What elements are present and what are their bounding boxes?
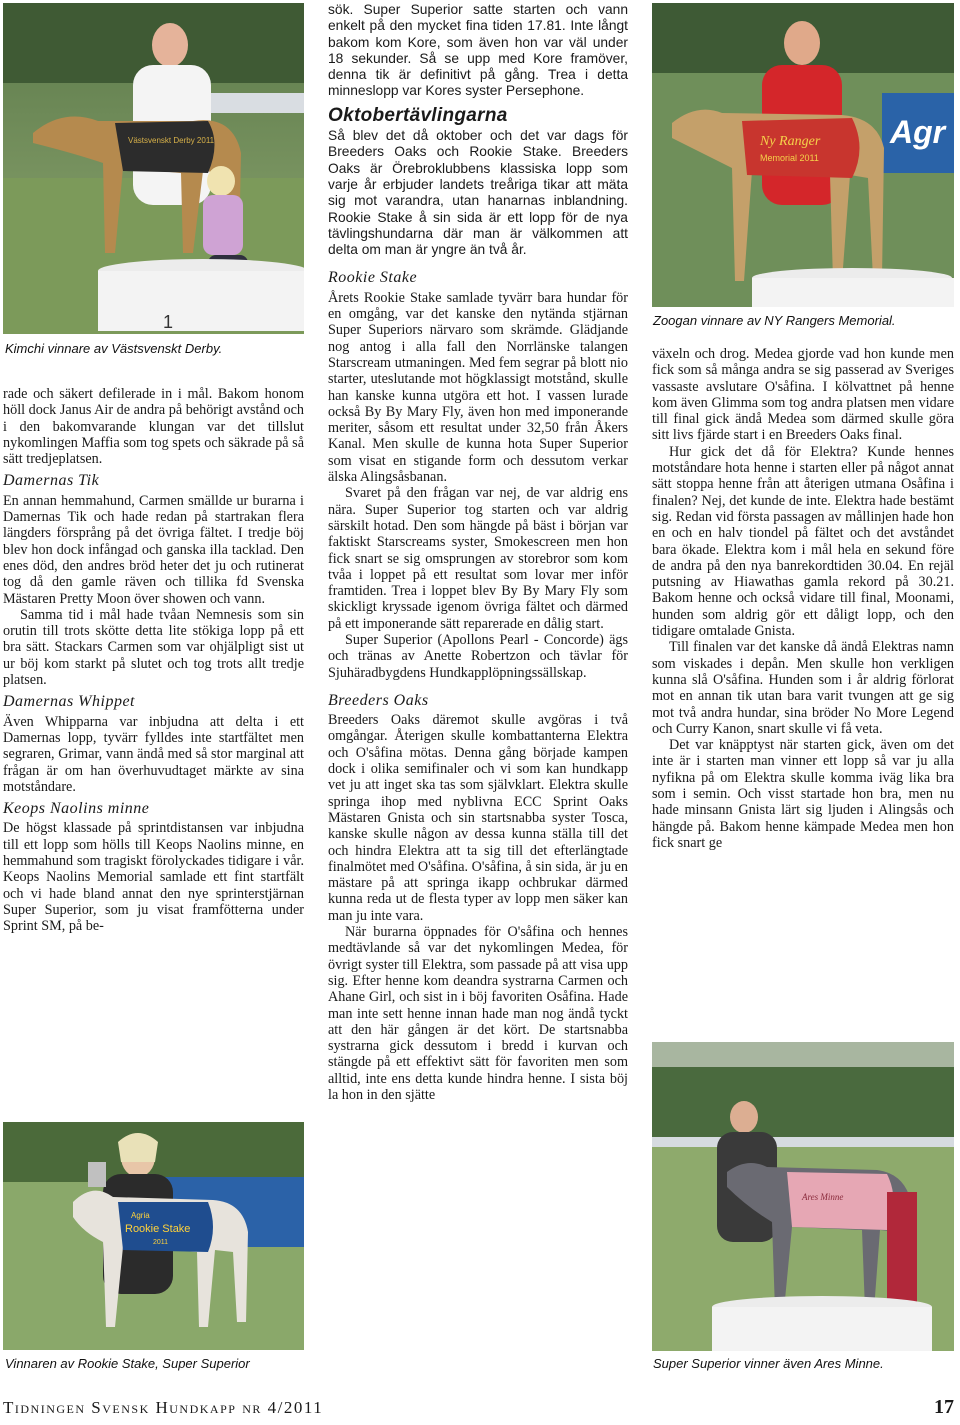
paragraph: De högst klassade på sprintdistansen var inbjudna till ett lopp som hölls till Keops Naolins minne, en hemmahund som tragiskt förolyckades tidigare i vår. Keops Naolins Memorial samlade ett fint startfält och vi hade bland annat den nye sprinterstjärnan Super Superior, som ju visat framfötterna under Sprint SM, på be- — [3, 820, 304, 935]
heading-oktobertavlingarna: Oktobertävlingarna — [328, 104, 508, 126]
rookie-caption: Vinnaren av Rookie Stake, Super Superior — [5, 1356, 250, 1371]
paragraph: Så blev det då oktober och det var dags för Breeders Oaks och Rookie Stake. Breeders Oaks är Örebroklubbens klassiska lopp som varje år erbjuder landets treåriga tikar att mäta sig mot varandra, utan hanarnas inblandning. Rookie Stake å sin sida är ett lopp för de nya tävlingshundarna där man är välkommen att delta om man är yngre än två år. — [328, 128, 628, 258]
zoogan-coat-text-2: Memorial 2011 — [760, 153, 819, 163]
rookie-stake-photo — [3, 1122, 304, 1350]
zoogan-coat-text-1: Ny Ranger — [760, 134, 821, 149]
paragraph: Hur gick det då för Elektra? Kunde hennes motståndare hota henne i starten eller på något annat sätt stoppa henne från att återigen utmana Osåfina i finalen? Nej, det kunde de inte. Elektra hade bestämt sig. Redan vid första passagen av mållinjen hade hon en och en halv tiondel på fältet och det avståndet bara ökade. Elektra kom i mål hela en sekund före de andra på den nya banrekordtiden 30.04. En rejäl putsning av Hiawathas gamla rekord på 30.21. Bakom henne och också vidare till final, Moonami, hunden som aldrig gör ett dåligt lopp, och den tidigare omtalade Gnista. — [652, 443, 954, 640]
paragraph: En annan hemmahund, Carmen smällde ur burarna i Damernas Tik och hade redan på startrakan flera längders försprång på det övriga fältet. I tredje böj blev hon dock infångad och ganska illa tacklad. Den enes död, den andres bröd heter det ju och rutinerat tog då den gamle räven och tillika fd Svenska Mästaren Pretty Moon över showen och vann. — [3, 492, 304, 607]
ares-coat-text: Ares Minne — [802, 1192, 844, 1202]
zoogan-banner-text: Agr — [890, 114, 946, 150]
heading-rookie-stake: Rookie Stake — [328, 269, 418, 287]
rookie-coat-text-3: 2011 — [153, 1239, 169, 1246]
paragraph: rade och säkert defilerade in i mål. Bakom honom höll dock Janus Air de andra på behörigt avstånd och i den bakomvarande klungan var det tillslut nykomlingen Maffia som tog spets och säkrade på så sätt tredjeplatsen. — [3, 386, 304, 468]
col2-body — [328, 2, 628, 1103]
paragraph: Svaret på den frågan var nej, de var aldrig ens nära. Super Superior tog starten och var aldrig särskilt hotad. Den som hängde på bäst i början var faktiskt Starscreams syster, Smokescreen men hon fick snart se sig omsprungen av storebror som kom tvåa i loppet på ett resultat som lovar mer inför framtiden. Trea i loppet blev By By Mary Fly som skickligt kryssade igenom övriga fältet och därmed på ett imponerande sätt reparerade en dålig start. — [328, 485, 628, 632]
rookie-coat-text-1: Agria — [131, 1211, 150, 1220]
paragraph: När burarna öppnades för O'såfina och hennes medtävlande så var det nykomlingen Medea, för övrigt syster till Elektra, som passade på att visa upp sig. Efter henne kom deandra systrarna Carmen och Ahane Girl, och sist in i böj favoriten Osåfina. Hade man inte sett henne innan hade man nog ändå tyckt att den här gången är det kört. De startsnabba systrarna gick dessutom i bredd i kurvan och stängde på ett effektivt sätt för favoriten men som alltid, inte ens detta kunde hindra henne. I sista böj la hon in den sjätte — [328, 924, 628, 1103]
paragraph: Super Superior (Apollons Pearl - Concorde) ägs och tränas av Anette Robertzon och tävlar för Sjuhäradbygdens Hundkapplöpningssällskap. — [328, 631, 628, 681]
paragraph: Årets Rookie Stake samlade tyvärr bara hundar för en omgång, var det kanske den nytända stjärnan Super Superiors närvaro som skrämde. Glädjande nog antog i alla fall den Norrlänske talangen Starscream utmaningen. Med fem segrar på blott nio starter, uteslutande mot högklassigt motstånd, skulle han kanske kunna utgöra ett hot. I vassen lurade också By By Mary Fly, även hon med imponerande meriter, såsom ett resultat under 32,50 från Åkers Kanal. Men skulle de kunna hota Super Superior som visat en stigande form och dessutom verkar älska Alingsåsbanan. — [328, 289, 628, 486]
kimchi-coat-text: Västsvenskt Derby 2011 — [128, 136, 215, 145]
svg-text:1: 1 — [163, 312, 174, 332]
paragraph: Även Whipparna var inbjudna att delta i ett Damernas lopp, tyvärr fylldes inte startfältet men segraren, Grimar, vann ändå med så stor marginal att frågan är om han överhuvudtaget märkte av sina motståndare. — [3, 713, 304, 795]
rookie-coat-text-2: Rookie Stake — [125, 1223, 191, 1235]
heading-damernas-tik: Damernas Tik — [3, 472, 100, 490]
ares-caption: Super Superior vinner även Ares Minne. — [653, 1356, 884, 1371]
zoogan-caption: Zoogan vinnare av NY Rangers Memorial. — [653, 313, 896, 328]
paragraph: Det var knäpptyst när starten gick, även om det inte är i starten man vinner ett lopp så var ju alla nyfikna på om Elektra skulle komma iväg lika bra som i semin. Och visst startade hon bra, men nu hade minsann Gnista lärt sig ljuden i Alingsås och hängde på. Bakom henne kämpade Medea men hon fick snart ge — [652, 737, 954, 851]
col1-body — [3, 386, 304, 935]
col3-body — [652, 346, 954, 851]
paragraph: växeln och drog. Medea gjorde vad hon kunde men fick som så många andra se sig passerad av Sveriges vassaste avslutare O'såfina. I kölvattnet på henne kom även Glimma som tog andra platsen men vidare till final gick ändå Medea som därmed skulle göra sitt livs fjärde start i en Breeders Oaks final. — [652, 346, 954, 444]
paragraph: Till finalen var det kanske då ändå Elektras namn som viskades i depån. Men skulle hon verkligen kunna slå O'såfina. Hunden som i år aldrig förlorat mot en annan tik utan bara varit tvungen att ge sig mot två andra hundar, sina bröder No More Legend och Curry Kanon, snart skulle vi få veta. — [652, 639, 954, 737]
paragraph: Samma tid i mål hade tvåan Nemnesis som sin orutin till trots skötte detta lite stökiga lopp på ett bra sätt. Stackars Carmen som var ohjälpligt sist ut ur böj kom starkt på slutet och tog trots allt tredje platsen. — [3, 606, 304, 689]
page-number: 17 — [934, 1396, 954, 1418]
page-footer — [3, 1398, 954, 1424]
heading-keops: Keops Naolins minne — [3, 800, 150, 818]
publication-name: Tidningen Svensk Hundkapp nr 4/2011 — [3, 1398, 324, 1417]
kimchi-caption: Kimchi vinnare av Västsvenskt Derby. — [5, 341, 223, 356]
paragraph: Breeders Oaks däremot skulle avgöras i två omgångar. Återigen skulle kombattanterna Elektra och O'såfina mötas. Denna gång började kampen dock i olika semifinaler och vi som kan hundkapp vet ju att inget ska tas som självklart. Elektra skulle springa ihop med nyblivna ECC Sprint Oaks Mästaren Gnista och sin startsnabba syster Tosca, kanske skulle någon av dessa kunna ställa till det och hindra Elektra att ta sig till det efterlängtade finalmötet med O'såfina. O'såfina, å sin sida, är ju en mästare på att springa ikapp ochbrukar därmed kunna reda ut de flesta typer av lopp men säker kan man ju inte vara. — [328, 712, 628, 924]
kimchi-photo — [3, 3, 304, 334]
heading-damernas-whippet: Damernas Whippet — [3, 693, 135, 711]
ares-minne-photo — [652, 1042, 954, 1351]
heading-breeders-oaks: Breeders Oaks — [328, 691, 429, 709]
zoogan-photo — [652, 3, 954, 307]
paragraph: sök. Super Superior satte starten och vann enkelt på den mycket fina tiden 17.81. Inte långt bakom kom Kore, som även hon var väl under 18 sekunder. Så se upp med Kore framöver, denna tik är definitivt på gång. Trea i detta minneslopp var Kores syster Persephone. — [328, 2, 628, 99]
